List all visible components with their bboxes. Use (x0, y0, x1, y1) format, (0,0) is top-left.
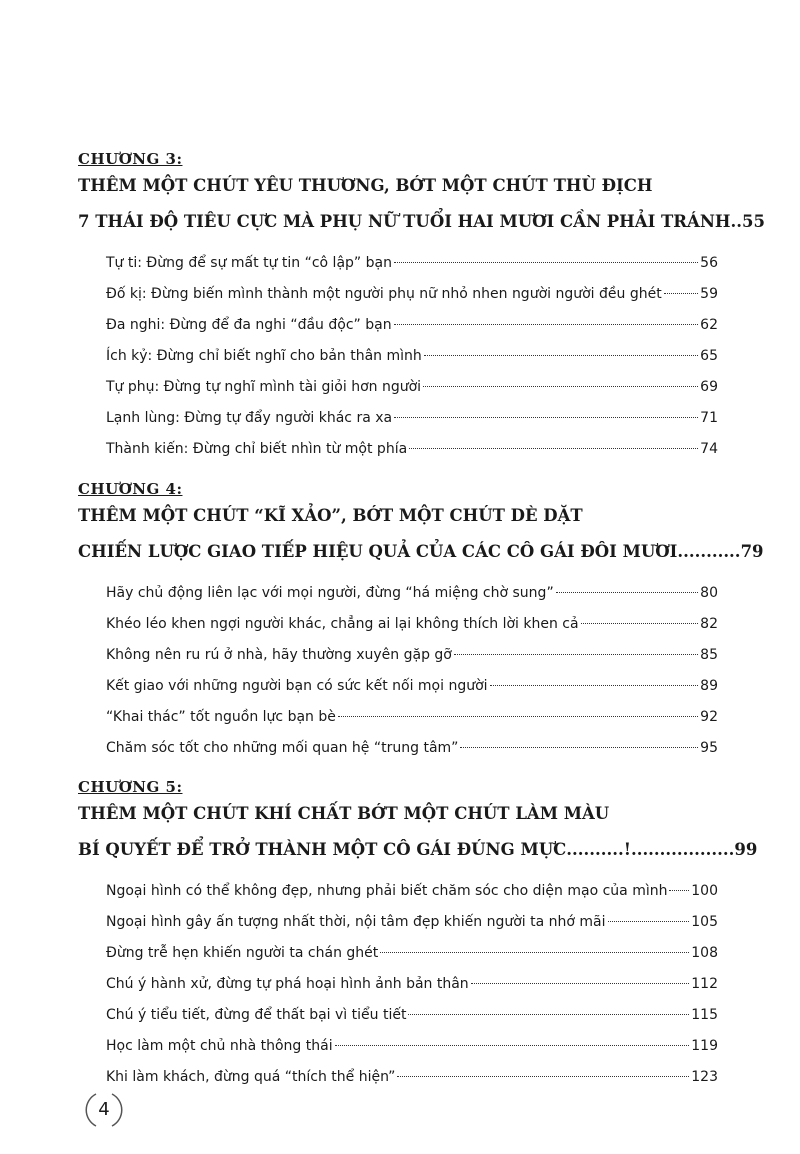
dot-leader (454, 653, 698, 655)
entry-text: Ngoại hình có thể không đẹp, nhưng phải biết chăm sóc cho diện mạo của mình (106, 883, 668, 899)
entry-page: 62 (700, 317, 718, 333)
toc-entry[interactable] (106, 671, 718, 702)
subtitle-leader: ........... (677, 542, 741, 561)
dot-leader (664, 292, 698, 294)
entry-text: Chăm sóc tốt cho những mối quan hệ “trung tâm” (106, 740, 459, 756)
entry-page: 100 (691, 883, 718, 899)
dot-leader (335, 1044, 690, 1046)
entry-page: 85 (700, 647, 718, 663)
toc-entry[interactable] (106, 279, 718, 310)
entry-list (78, 876, 718, 1093)
dot-leader (408, 1013, 689, 1015)
entry-text: Khéo léo khen ngợi người khác, chẳng ai lại không thích lời khen cả (106, 616, 579, 632)
toc-entry[interactable] (106, 609, 718, 640)
subtitle-text: 7 THÁI ĐỘ TIÊU CỰC MÀ PHỤ NỮ TUỔI HAI MƯƠI CẦN PHẢI TRÁNH (78, 212, 731, 231)
dot-leader (394, 261, 698, 263)
entry-text: Lạnh lùng: Đừng tự đẩy người khác ra xa (106, 410, 393, 426)
dot-leader (397, 1075, 689, 1077)
dot-leader (394, 416, 698, 418)
subtitle-leader: ..........!.................. (566, 840, 735, 859)
entry-page: 69 (700, 379, 718, 395)
entry-text: Học làm một chủ nhà thông thái (106, 1038, 333, 1054)
entry-page: 95 (700, 740, 718, 756)
toc-entry[interactable] (106, 341, 718, 372)
toc-entry[interactable] (106, 1000, 718, 1031)
chapter-3 (78, 148, 765, 465)
dot-leader (380, 951, 689, 953)
toc-entry[interactable] (106, 403, 718, 434)
entry-page: 65 (700, 348, 718, 364)
dot-leader (423, 385, 698, 387)
subtitle-text: CHIẾN LƯỢC GIAO TIẾP HIỆU QUẢ CỦA CÁC CÔ GÁI ĐÔI MƯƠI (78, 542, 678, 561)
entry-text: Đố kị: Đừng biến mình thành một người phụ nữ nhỏ nhen người người đều ghét (106, 286, 662, 302)
entry-list (78, 248, 718, 465)
toc-entry[interactable] (106, 907, 718, 938)
chapter-label: CHƯƠNG 5: (78, 778, 183, 796)
entry-text: Kết giao với những người bạn có sức kết nối mọi người (106, 678, 488, 694)
entry-text: Đừng trễ hẹn khiến người ta chán ghét (106, 945, 379, 961)
entry-page: 105 (691, 914, 718, 930)
toc-entry[interactable] (106, 640, 718, 671)
toc-entry[interactable] (106, 938, 718, 969)
chapter-label: CHƯƠNG 3: (78, 150, 183, 168)
dot-leader (394, 323, 699, 325)
page-number (82, 1088, 126, 1132)
entry-text: Ích kỷ: Đừng chỉ biết nghĩ cho bản thân mình (106, 348, 422, 364)
toc-entry[interactable] (106, 310, 718, 341)
entry-page: 59 (700, 286, 718, 302)
entry-text: Chú ý tiểu tiết, đừng để thất bại vì tiểu tiết (106, 1007, 407, 1023)
entry-page: 74 (700, 441, 718, 457)
subtitle-text: BÍ QUYẾT ĐỂ TRỞ THÀNH MỘT CÔ GÁI ĐÚNG MỰC (78, 840, 567, 859)
entry-text: Hãy chủ động liên lạc với mọi người, đừng “há miệng chờ sung” (106, 585, 554, 601)
toc-entry[interactable] (106, 248, 718, 279)
toc-entry[interactable] (106, 1062, 718, 1093)
entry-list (78, 578, 718, 764)
entry-page: 108 (691, 945, 718, 961)
entry-text: Đa nghi: Đừng để đa nghi “đầu độc” bạn (106, 317, 392, 333)
chapter-title: THÊM MỘT CHÚT KHÍ CHẤT BỚT MỘT CHÚT LÀM MÀU (78, 804, 610, 823)
chapter-subtitle (78, 532, 764, 572)
entry-text: Thành kiến: Đừng chỉ biết nhìn từ một phía (106, 441, 408, 457)
subtitle-leader: .. (730, 212, 742, 231)
chapter-label: CHƯƠNG 4: (78, 480, 183, 498)
entry-text: Khi làm khách, đừng quá “thích thể hiện” (106, 1069, 396, 1085)
dot-leader (608, 920, 690, 922)
chapter-5 (78, 776, 758, 1093)
entry-text: Chú ý hành xử, đừng tự phá hoại hình ảnh bản thân (106, 976, 469, 992)
entry-page: 119 (691, 1038, 718, 1054)
toc-entry[interactable] (106, 733, 718, 764)
dot-leader (581, 622, 699, 624)
chapter-subtitle (78, 202, 765, 242)
chapter-subtitle (78, 830, 758, 870)
chapter-4 (78, 478, 764, 764)
entry-page: 89 (700, 678, 718, 694)
entry-text: Ngoại hình gây ấn tượng nhất thời, nội tâm đẹp khiến người ta nhớ mãi (106, 914, 606, 930)
toc-entry[interactable] (106, 876, 718, 907)
entry-text: “Khai thác” tốt nguồn lực bạn bè (106, 709, 336, 725)
chapter-title: THÊM MỘT CHÚT “KĨ XẢO”, BỚT MỘT CHÚT DÈ DẶT (78, 506, 583, 525)
entry-page: 92 (700, 709, 718, 725)
toc-entry[interactable] (106, 578, 718, 609)
subtitle-page: 99 (734, 840, 758, 859)
entry-page: 123 (691, 1069, 718, 1085)
dot-leader (490, 684, 699, 686)
entry-page: 82 (700, 616, 718, 632)
entry-page: 56 (700, 255, 718, 271)
toc-entry[interactable] (106, 372, 718, 403)
dot-leader (424, 354, 698, 356)
chapter-title: THÊM MỘT CHÚT YÊU THƯƠNG, BỚT MỘT CHÚT THÙ ĐỊCH (78, 176, 653, 195)
toc-entry[interactable] (106, 1031, 718, 1062)
toc-entry[interactable] (106, 434, 718, 465)
dot-leader (460, 746, 698, 748)
entry-page: 112 (691, 976, 718, 992)
toc-entry[interactable] (106, 702, 718, 733)
page-number-text: 4 (98, 1099, 110, 1120)
entry-text: Tự ti: Đừng để sự mất tự tin “cô lập” bạn (106, 255, 392, 271)
entry-text: Tự phụ: Đừng tự nghĩ mình tài giỏi hơn người (106, 379, 422, 395)
toc-entry[interactable] (106, 969, 718, 1000)
entry-page: 80 (700, 585, 718, 601)
subtitle-page: 55 (742, 212, 765, 231)
dot-leader (338, 715, 698, 717)
entry-page: 115 (691, 1007, 718, 1023)
subtitle-page: 79 (740, 542, 764, 561)
dot-leader (669, 889, 689, 891)
dot-leader (471, 982, 690, 984)
entry-text: Không nên ru rú ở nhà, hãy thường xuyên gặp gỡ (106, 647, 452, 663)
dot-leader (556, 591, 698, 593)
dot-leader (409, 447, 698, 449)
entry-page: 71 (700, 410, 718, 426)
